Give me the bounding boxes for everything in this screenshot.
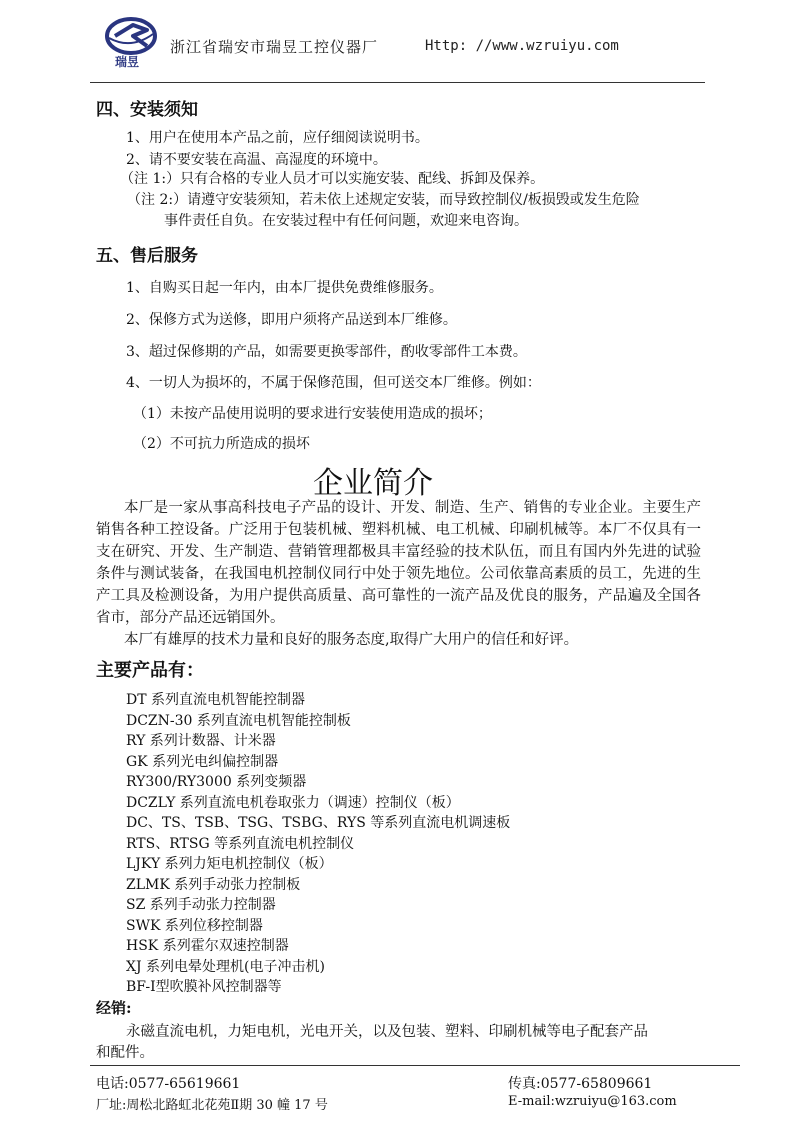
section-install-title: 四、安装须知 (96, 100, 198, 120)
footer-address: 厂址:周松北路虹北花苑Ⅱ期 30 幢 17 号 (96, 1098, 328, 1113)
product-item: BF-Ⅰ型吹膜补风控制器等 (126, 979, 282, 995)
product-item: DT 系列直流电机智能控制器 (126, 692, 306, 708)
product-item: GK 系列光电纠偏控制器 (126, 754, 279, 770)
install-line-1: 1、用户在使用本产品之前，应仔细阅读说明书。 (126, 130, 429, 146)
website-link[interactable]: Http: //www.wzruiyu.com (425, 38, 619, 54)
distribution-line-1: 永磁直流电机，力矩电机，光电开关，以及包装、塑料、印刷机械等电子配套产品 (126, 1024, 648, 1040)
product-item: XJ 系列电晕处理机(电子冲击机) (126, 959, 325, 975)
products-title: 主要产品有： (96, 660, 204, 681)
product-item: RY300/RY3000 系列变频器 (126, 774, 307, 790)
company-logo (103, 16, 159, 70)
footer-email[interactable]: E-mail:wzruiyu@163.com (508, 1094, 677, 1109)
install-note-1: （注 1:）只有合格的专业人员才可以实施安装、配线、拆卸及保养。 (120, 171, 545, 187)
distribution-title: 经销: (96, 999, 132, 1017)
product-item: DCZLY 系列直流电机卷取张力（调速）控制仪（板） (126, 795, 460, 811)
service-example-1: （1）未按产品使用说明的要求进行安装使用造成的损坏； (133, 406, 492, 422)
service-line-1: 1、自购买日起一年内，由本厂提供免费维修服务。 (126, 280, 443, 296)
product-item: HSK 系列霍尔双速控制器 (126, 938, 289, 954)
logo-text: 瑞昱 (115, 55, 140, 69)
company-name: 浙江省瑞安市瑞昱工控仪器厂 (170, 38, 379, 56)
product-item: DC、TS、TSB、TSG、TSBG、RYS 等系列直流电机调速板 (126, 815, 511, 831)
intro-title: 企业简介 (313, 466, 433, 501)
service-example-2: （2）不可抗力所造成的损坏 (133, 436, 310, 452)
install-line-2: 2、请不要安装在高温、高湿度的环境中。 (126, 152, 387, 168)
product-item: ZLMK 系列手动张力控制板 (126, 877, 301, 893)
intro-body (96, 497, 701, 651)
product-item: RTS、RTSG 等系列直流电机控制仪 (126, 836, 355, 852)
product-item: SZ 系列手动张力控制器 (126, 897, 276, 913)
header-divider (90, 82, 705, 83)
service-line-4: 4、一切人为损坏的，不属于保修范围，但可送交本厂维修。例如： (126, 375, 541, 391)
footer-fax: 传真:0577-65809661 (508, 1076, 653, 1092)
product-item: RY 系列计数器、计米器 (126, 733, 276, 749)
distribution-line-2: 和配件。 (96, 1045, 154, 1061)
intro-paragraph-2: 本厂有雄厚的技术力量和良好的服务态度,取得广大用户的信任和好评。 (124, 632, 579, 648)
footer-tel: 电话:0577-65619661 (96, 1076, 241, 1092)
product-item: DCZN-30 系列直流电机智能控制板 (126, 713, 351, 729)
product-item: LJKY 系列力矩电机控制仪（板） (126, 856, 333, 872)
footer-divider (90, 1065, 740, 1066)
product-item: SWK 系列位移控制器 (126, 918, 263, 934)
install-note-2-cont: 事件责任自负。在安装过程中有任何问题，欢迎来电咨询。 (164, 213, 528, 229)
section-service-title: 五、售后服务 (96, 246, 198, 266)
service-line-3: 3、超过保修期的产品，如需要更换零部件，酌收零部件工本费。 (126, 344, 527, 360)
intro-paragraph-1: 本厂是一家从事高科技电子产品的设计、开发、制造、生产、销售的专业企业。主要生产销售各种工控设备。广泛用于包装机械、塑料机械、电工机械、印刷机械等。本厂不仅具有一支在研究、开发、生产制造、营销管理都极具丰富经验的技术队伍，而且有国内外先进的试验条件与测试装备，在我国电机控制仪同行中处于领先地位。公司依靠高素质的员工，先进的生产工具及检测设备，为用户提供高质量、高可靠性的一流产品及优良的服务，产品遍及全国各省市，部分产品还远销国外。 (96, 500, 701, 626)
service-line-2: 2、保修方式为送修，即用户须将产品送到本厂维修。 (126, 312, 457, 328)
install-note-2: （注 2:）请遵守安装须知，若未依上述规定安装，而导致控制仪/板损毁或发生危险 (127, 192, 640, 208)
